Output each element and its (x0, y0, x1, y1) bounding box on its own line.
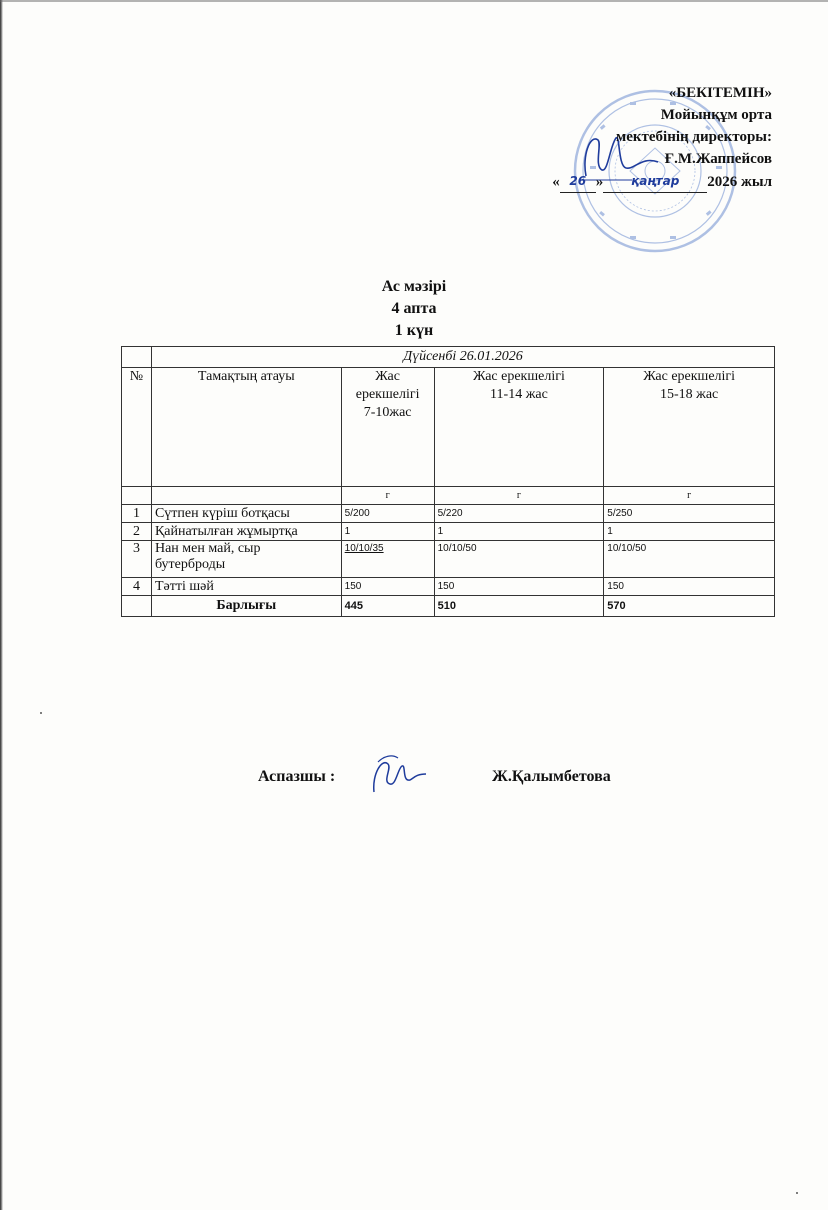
table-unit-row (122, 487, 775, 505)
table-day-row (122, 347, 775, 368)
row-value-age2: 10/10/50 (434, 541, 604, 578)
approval-line-1: Мойынқұм орта (660, 107, 772, 123)
col-age2-header (434, 368, 604, 487)
table-header-row (122, 368, 775, 487)
age3-line-1: Жас ерекшелігі (643, 369, 736, 384)
approval-line-2: мектебінің директоры: (615, 129, 772, 145)
row-value-age2: 5/220 (434, 505, 604, 523)
menu-table (121, 346, 775, 617)
age1-line-1: Жас (375, 369, 400, 384)
table-row (122, 541, 775, 578)
total-value-age1: 445 (341, 596, 434, 617)
unit-cell: г (341, 487, 434, 505)
empty-cell (151, 487, 341, 505)
unit-cell: г (434, 487, 604, 505)
row-value-age2: 1 (434, 523, 604, 541)
col-num-header: № (122, 368, 152, 487)
cook-name: Ж.Қалымбетова (492, 768, 611, 785)
col-name-header: Тамақтың атауы (151, 368, 341, 487)
title-line-2: 4 апта (391, 300, 437, 317)
scan-speck (40, 712, 42, 714)
row-value-age3: 150 (604, 578, 775, 596)
row-num: 3 (122, 541, 152, 578)
row-num: 4 (122, 578, 152, 596)
row-num: 2 (122, 523, 152, 541)
dish-name-line-1: Нан мен май, сыр (154, 541, 261, 556)
total-label: Барлығы (151, 596, 341, 617)
row-dish-name: Тәтті шәй (151, 578, 341, 596)
date-month: қаңтар (603, 170, 707, 193)
table-row (122, 578, 775, 596)
empty-cell (122, 487, 152, 505)
scan-speck (796, 1192, 798, 1194)
row-value-age1: 150 (341, 578, 434, 596)
title-line-1: Ас мәзірі (381, 278, 447, 295)
row-dish-name (151, 541, 341, 578)
date-year: 2026 жыл (707, 174, 772, 190)
total-value-age3: 570 (604, 596, 775, 617)
row-dish-name: Сүтпен күріш ботқасы (151, 505, 341, 523)
row-value-age1: 10/10/35 (341, 541, 434, 578)
dish-name-line-2: бутерброды (154, 557, 226, 572)
table-total-row (122, 596, 775, 617)
row-value-age3: 1 (604, 523, 775, 541)
day-header: Дүйсенбі 26.01.2026 (151, 347, 774, 368)
date-open-quote: « (552, 174, 560, 190)
scan-edge (0, 0, 3, 1210)
date-close-quote: » (595, 174, 604, 190)
total-value-age2: 510 (434, 596, 604, 617)
age2-line-1: Жас ерекшелігі (473, 369, 565, 384)
row-value-age1: 1 (341, 523, 434, 541)
row-dish-name: Қайнатылған жұмыртқа (151, 523, 341, 541)
unit-cell: г (604, 487, 775, 505)
row-num: 1 (122, 505, 152, 523)
row-value-age3: 10/10/50 (604, 541, 775, 578)
menu-title (0, 276, 828, 342)
scan-edge-top (0, 0, 828, 2)
approval-heading: «БЕКІТЕМІН» (668, 85, 772, 101)
row-value-age1: 5/200 (341, 505, 434, 523)
row-value-age2: 150 (434, 578, 604, 596)
table-row (122, 523, 775, 541)
empty-cell (122, 596, 152, 617)
row-value-age3: 5/250 (604, 505, 775, 523)
col-age3-header (604, 368, 775, 487)
age1-line-2: ерекшелігі (355, 387, 420, 402)
approval-block (512, 82, 772, 193)
table-row (122, 505, 775, 523)
col-age1-header (341, 368, 434, 487)
age1-line-3: 7-10жас (363, 405, 412, 420)
title-line-3: 1 күн (394, 322, 434, 339)
empty-cell (122, 347, 152, 368)
approval-date (512, 170, 772, 193)
director-name: Ғ.М.Жаппейсов (664, 151, 772, 167)
cook-signature-icon (368, 752, 428, 800)
age3-line-2: 15-18 жас (660, 387, 719, 402)
date-day: 26 (560, 170, 596, 193)
age2-line-2: 11-14 жас (490, 387, 548, 402)
cook-label: Аспазшы : (258, 768, 336, 785)
